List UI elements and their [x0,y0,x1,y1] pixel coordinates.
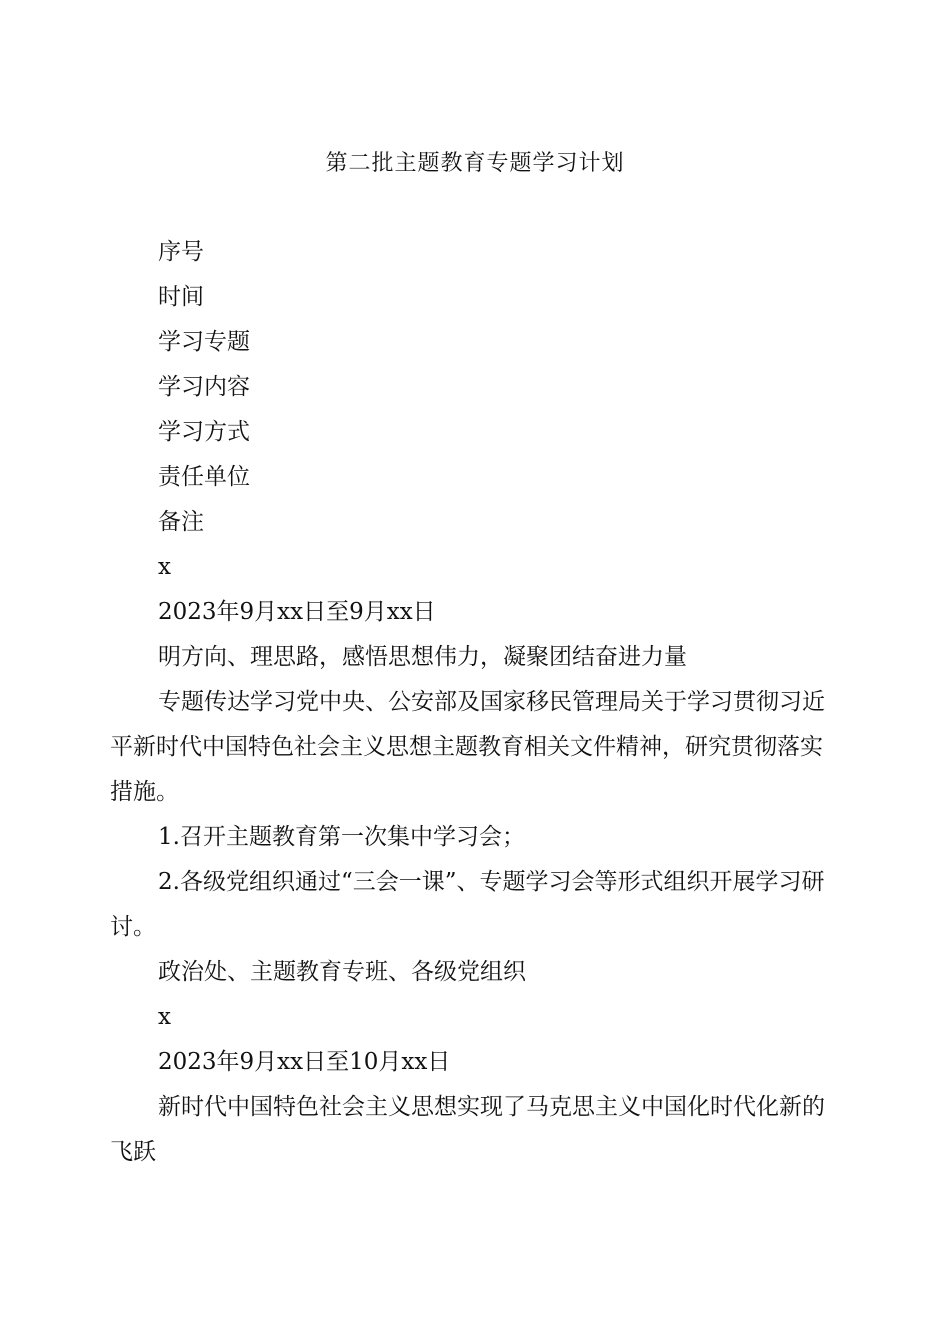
document-body [110,230,845,1175]
paragraph-header-responsible: 责任单位 [158,464,250,490]
paragraph-header-time: 时间 [158,284,204,310]
paragraph-header-remarks: 备注 [158,509,204,535]
paragraph-row1-time: 2023年9月xx日至9月xx日 [158,599,436,625]
paragraph-row2-time: 2023年9月xx日至10月xx日 [158,1049,451,1075]
paragraph-row1-method-1: 1.召开主题教育第一次集中学习会； [158,824,525,850]
paragraph-row2-index: x [158,1004,171,1030]
document-title: 第二批主题教育专题学习计划 [325,151,625,176]
paragraph-header-index: 序号 [158,239,204,265]
paragraph-row1-index: x [158,554,171,580]
paragraph-header-method: 学习方式 [158,419,250,445]
paragraph-row1-content: 专题传达学习党中央、公安部及国家移民管理局关于学习贯彻习近平新时代中国特色社会主义思想主题教育相关文件精神，研究贯彻落实措施。 [110,689,825,805]
paragraph-header-topic: 学习专题 [158,329,250,355]
paragraph-row1-topic: 明方向、理思路，感悟思想伟力，凝聚团结奋进力量 [158,644,687,670]
paragraph-row1-responsible: 政治处、主题教育专班、各级党组织 [158,959,526,985]
paragraph-header-content: 学习内容 [158,374,250,400]
paragraph-row1-method-2: 2.各级党组织通过“三会一课”、专题学习会等形式组织开展学习研讨。 [110,869,825,940]
paragraph-row2-topic: 新时代中国特色社会主义思想实现了马克思主义中国化时代化新的飞跃 [110,1094,825,1165]
